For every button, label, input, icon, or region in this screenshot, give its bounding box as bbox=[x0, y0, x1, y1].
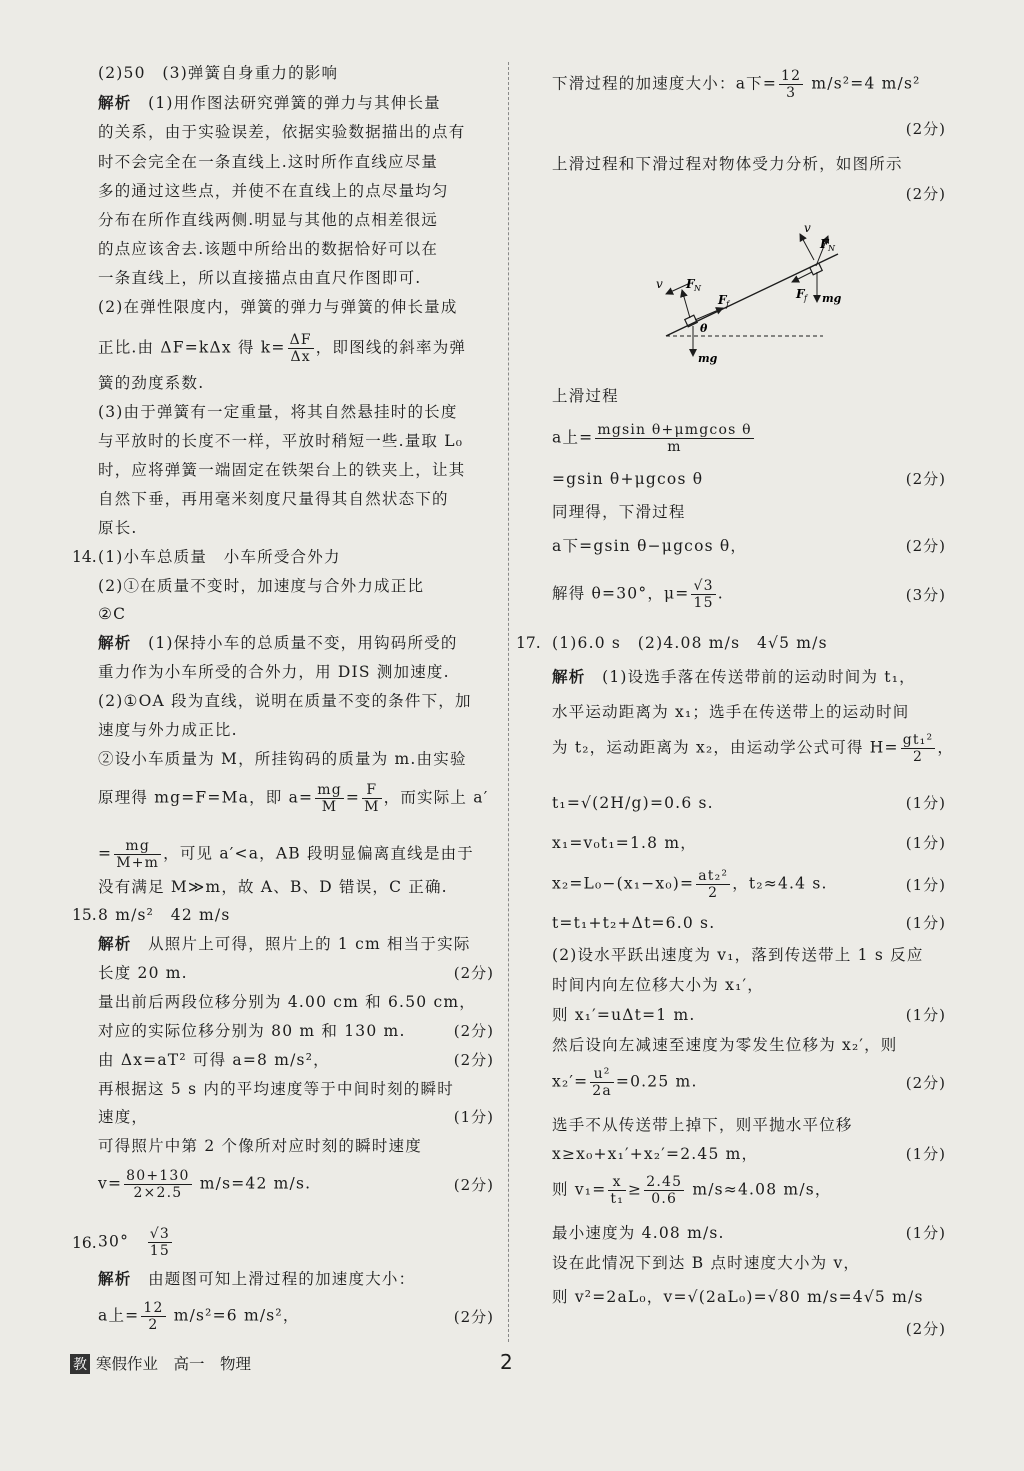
text-span: ，而实际上 a′ bbox=[383, 788, 489, 807]
label-theta: θ bbox=[700, 322, 708, 335]
text-line: 重力作为小车所受的合外力，用 DIS 测加速度. bbox=[98, 663, 450, 681]
text-span: ， bbox=[937, 738, 955, 757]
fraction bbox=[779, 68, 803, 101]
denominator: 2 bbox=[708, 885, 719, 901]
score: (2分) bbox=[453, 1051, 494, 1069]
fraction bbox=[114, 838, 161, 871]
label-ff-upper: F bbox=[796, 287, 805, 301]
label-fn-upper: F bbox=[820, 237, 829, 251]
text-line: 速度与外力成正比. bbox=[98, 721, 238, 739]
teacher-badge: 教 bbox=[70, 1354, 90, 1374]
analysis-label: 解析 bbox=[98, 633, 132, 652]
text-line: 的点应该舍去.该题中所给出的数据恰好可以在 bbox=[98, 240, 439, 258]
text-span: a上= bbox=[98, 1306, 140, 1325]
text-line: 速度， bbox=[98, 1108, 149, 1126]
label-fn-upper-sub: N bbox=[828, 244, 835, 253]
score: (2分) bbox=[453, 964, 494, 982]
text-span: =0.25 m. bbox=[615, 1072, 698, 1091]
denominator: 2 bbox=[148, 1317, 159, 1333]
text-line bbox=[98, 1226, 494, 1259]
text-span: 下滑过程的加速度大小：a下= bbox=[552, 74, 778, 93]
page-number: 2 bbox=[500, 1350, 513, 1374]
text-line bbox=[552, 732, 955, 765]
text-line: (2)50 (3)弹簧自身重力的影响 bbox=[98, 64, 339, 82]
text-span: m/s²=4 m/s² bbox=[805, 74, 921, 93]
text-span: 从照片上可得，照片上的 1 cm 相当于实际 bbox=[131, 935, 471, 953]
text-span: t₁= bbox=[552, 794, 582, 812]
numerator: mg bbox=[317, 782, 342, 798]
text-line: a下=gsin θ−μgcos θ， bbox=[552, 537, 748, 555]
label-ff-lower-sub: f bbox=[726, 300, 729, 309]
text-span: 则 v₁= bbox=[552, 1180, 607, 1199]
denominator: 2a bbox=[592, 1083, 612, 1099]
text-span: 由题图可知上滑过程的加速度大小： bbox=[131, 1270, 416, 1288]
text-line bbox=[98, 332, 494, 365]
fraction bbox=[644, 1174, 684, 1207]
question-number: 15. bbox=[72, 906, 97, 924]
text-line bbox=[552, 666, 946, 688]
label-fn-lower: F bbox=[686, 277, 695, 291]
score: (1分) bbox=[905, 834, 946, 852]
fraction bbox=[148, 1226, 172, 1259]
text-line bbox=[98, 1300, 494, 1333]
numerator: at₂² bbox=[698, 868, 729, 884]
analysis-label: 解析 bbox=[552, 667, 586, 686]
fraction bbox=[141, 1300, 165, 1333]
score: (1分) bbox=[905, 794, 946, 812]
text-span: = bbox=[98, 844, 113, 863]
text-line: 水平运动距离为 x₁；选手在传送带上的运动时间 bbox=[552, 703, 910, 721]
text-line: 则 v²=2aL₀，v=√(2aL₀)=√80 m/s=4√5 m/s bbox=[552, 1288, 924, 1306]
denominator: 15 bbox=[693, 595, 714, 611]
label-fn-lower-sub: N bbox=[694, 284, 701, 293]
text-span: ，即图线的斜率为弹 bbox=[315, 338, 467, 357]
analysis-label: 解析 bbox=[98, 934, 132, 953]
text-span: 为 t₂，运动距离为 x₂，由运动学公式可得 H= bbox=[552, 738, 899, 757]
text-span: (1)保持小车的总质量不变，用钩码所受的 bbox=[131, 634, 458, 652]
numerator: 12 bbox=[143, 1300, 164, 1316]
text-line bbox=[552, 792, 946, 814]
block-lower bbox=[685, 315, 697, 327]
label-v-upper: v bbox=[804, 222, 811, 235]
text-span: ，可见 a′<a，AB 段明显偏离直线是由于 bbox=[163, 844, 474, 863]
column-divider bbox=[508, 62, 509, 1342]
text-line: 对应的实际位移分别为 80 m 和 130 m. bbox=[98, 1022, 406, 1040]
score: (2分) bbox=[453, 1176, 494, 1194]
text-line: (2)设水平跃出速度为 v₁，落到传送带上 1 s 反应 bbox=[552, 946, 924, 964]
text-span: v= bbox=[98, 1174, 123, 1193]
text-line: 然后设向左减速至速度为零发生位移为 x₂′，则 bbox=[552, 1036, 898, 1054]
text-line bbox=[98, 933, 494, 955]
text-line: 同理得，下滑过程 bbox=[552, 503, 686, 521]
text-line: 上滑过程 bbox=[552, 387, 619, 405]
text-line bbox=[98, 1168, 494, 1201]
numerator: 12 bbox=[781, 68, 802, 84]
text-span: m/s=42 m/s. bbox=[193, 1174, 312, 1193]
analysis-label: 解析 bbox=[98, 1269, 132, 1288]
numerator: F bbox=[362, 782, 382, 799]
text-line bbox=[552, 868, 946, 901]
text-line: (1)小车总质量 小车所受合外力 bbox=[98, 548, 341, 566]
score: (2分) bbox=[453, 1022, 494, 1040]
denominator: 0.6 bbox=[651, 1191, 678, 1207]
text-span: x₂=L₀−(x₁−x₀)= bbox=[552, 874, 695, 893]
numerator: 80+130 bbox=[126, 1168, 190, 1184]
numerator: mg bbox=[114, 838, 161, 855]
text-line: 选手不从传送带上掉下，则平抛水平位移 bbox=[552, 1116, 853, 1134]
score: (2分) bbox=[453, 1308, 494, 1326]
text-line bbox=[552, 1174, 946, 1207]
text-line bbox=[98, 782, 494, 815]
text-line bbox=[552, 68, 946, 101]
text-line: 长度 20 m. bbox=[98, 964, 188, 982]
label-ff-lower: F bbox=[718, 293, 727, 307]
text-span: 正比.由 ΔF=kΔx 得 k= bbox=[98, 338, 286, 357]
text-span: 30° bbox=[98, 1232, 146, 1251]
label-ff-upper-sub: f bbox=[804, 294, 807, 303]
text-line: ②C bbox=[98, 605, 127, 623]
numerator: gt₁² bbox=[902, 732, 934, 748]
text-line: 原长. bbox=[98, 519, 138, 537]
text-span: . bbox=[717, 584, 724, 603]
denominator: 2 bbox=[912, 749, 924, 765]
fraction bbox=[901, 732, 936, 765]
text-line: x₁=v₀t₁=1.8 m， bbox=[552, 834, 697, 852]
text-line: ②设小车质量为 M，所挂钩码的质量为 m.由实验 bbox=[98, 750, 467, 768]
text-line: 时间内向左位移大小为 x₁′， bbox=[552, 976, 764, 994]
normal-force-arrow-lower bbox=[682, 290, 690, 318]
numerator: mgsin θ+μmgcos θ bbox=[597, 422, 752, 438]
text-line bbox=[552, 1066, 946, 1099]
text-line: 可得照片中第 2 个像所对应时刻的瞬时速度 bbox=[98, 1137, 422, 1155]
friction-arrow-upper bbox=[792, 272, 812, 282]
text-line: (2)①在质量不变时，加速度与合外力成正比 bbox=[98, 577, 425, 595]
friction-arrow-lower bbox=[695, 308, 723, 320]
score: (2分) bbox=[905, 470, 946, 488]
text-line: =gsin θ+μgcos θ bbox=[552, 470, 704, 488]
text-line: 自然下垂，再用毫米刻度尺量得其自然状态下的 bbox=[98, 490, 449, 508]
text-span: 解得 θ=30°，μ= bbox=[552, 584, 690, 603]
denominator: 3 bbox=[786, 85, 797, 101]
fraction bbox=[362, 782, 382, 815]
score: (3分) bbox=[905, 586, 946, 604]
text-line: 时不会完全在一条直线上.这时所作直线应尽量 bbox=[98, 153, 439, 171]
score: (1分) bbox=[905, 1006, 946, 1024]
label-mg-upper: mg bbox=[822, 292, 842, 305]
text-line: x≥x₀+x₁′+x₂′=2.45 m， bbox=[552, 1145, 759, 1163]
question-number: 14. bbox=[72, 548, 97, 566]
text-line: 时，应将弹簧一端固定在铁架台上的铁夹上，让其 bbox=[98, 461, 466, 479]
numerator: 2.45 bbox=[646, 1174, 683, 1190]
fraction bbox=[696, 868, 730, 901]
force-diagram bbox=[648, 222, 854, 372]
text-line: 分布在所作直线两侧.明显与其他的点相差很远 bbox=[98, 211, 439, 229]
text-line: (3)由于弹簧有一定重量，将其自然悬挂时的长度 bbox=[98, 403, 458, 421]
text-span: ，t₂≈4.4 s. bbox=[732, 874, 828, 893]
numerator: ΔF bbox=[289, 332, 312, 348]
denominator: t₁ bbox=[610, 1191, 625, 1207]
text-span: 原理得 mg=F=Ma，即 a= bbox=[98, 788, 314, 807]
text-line: 簧的劲度系数. bbox=[98, 374, 205, 392]
score: (2分) bbox=[905, 1074, 946, 1092]
denominator: 15 bbox=[149, 1243, 170, 1259]
fraction bbox=[288, 332, 314, 365]
numerator: x bbox=[608, 1174, 626, 1191]
fraction bbox=[595, 422, 753, 455]
analysis-label: 解析 bbox=[98, 93, 132, 112]
text-line bbox=[552, 422, 946, 455]
denominator: m bbox=[667, 439, 682, 455]
numerator: u² bbox=[590, 1066, 614, 1083]
text-line: t=t₁+t₂+Δt=6.0 s. bbox=[552, 914, 716, 932]
text-span: = bbox=[345, 788, 361, 807]
text-span: =0.6 s. bbox=[649, 794, 714, 812]
text-span: a上= bbox=[552, 428, 594, 447]
text-line: 则 x₁′=uΔt=1 m. bbox=[552, 1006, 696, 1024]
text-span: m/s≈4.08 m/s， bbox=[686, 1180, 832, 1199]
text-span: (1)设选手落在传送带前的运动时间为 t₁， bbox=[585, 668, 916, 686]
question-number: 17. bbox=[516, 634, 541, 652]
text-line: 的关系，由于实验误差，依据实验数据描出的点有 bbox=[98, 123, 466, 141]
score: (2分) bbox=[905, 185, 946, 203]
score: (1分) bbox=[905, 1224, 946, 1242]
text-line: 8 m/s² 42 m/s bbox=[98, 906, 231, 924]
label-v-lower: v bbox=[656, 277, 663, 291]
score: (2分) bbox=[905, 1320, 946, 1338]
text-line: 设在此情况下到达 B 点时速度大小为 v， bbox=[552, 1254, 861, 1272]
question-number: 16. bbox=[72, 1234, 97, 1252]
text-line: 最小速度为 4.08 m/s. bbox=[552, 1224, 725, 1242]
score: (2分) bbox=[905, 120, 946, 138]
numerator: √3 bbox=[693, 578, 714, 594]
denominator: 2×2.5 bbox=[133, 1185, 183, 1201]
score: (1分) bbox=[905, 914, 946, 932]
text-span: ≥ bbox=[628, 1180, 643, 1199]
text-line: (1)6.0 s (2)4.08 m/s 4√5 m/s bbox=[552, 634, 828, 652]
footer-text: 寒假作业 高一 物理 bbox=[96, 1355, 252, 1373]
fraction bbox=[124, 1168, 191, 1201]
denominator: M bbox=[321, 799, 338, 815]
text-line bbox=[552, 578, 946, 611]
text-line: 与平放时的长度不一样，平放时稍短一些.量取 L₀ bbox=[98, 432, 464, 450]
text-line bbox=[98, 1268, 494, 1290]
text-line: 一条直线上，所以直接描点由直尺作图即可. bbox=[98, 269, 422, 287]
text-line: (2)①OA 段为直线，说明在质量不变的条件下，加 bbox=[98, 692, 472, 710]
page-footer bbox=[70, 1352, 251, 1374]
text-line: 没有满足 M≫m，故 A、B、D 错误，C 正确. bbox=[98, 878, 448, 896]
numerator: √3 bbox=[149, 1226, 171, 1242]
text-line bbox=[98, 838, 494, 871]
denominator: Δx bbox=[290, 349, 311, 365]
score: (1分) bbox=[453, 1108, 494, 1126]
text-span: x₂′= bbox=[552, 1072, 589, 1091]
score: (1分) bbox=[905, 1145, 946, 1163]
fraction bbox=[590, 1066, 614, 1099]
text-span: √(2H/g) bbox=[581, 794, 650, 812]
text-line: (2)在弹性限度内，弹簧的弹力与弹簧的伸长量成 bbox=[98, 298, 458, 316]
score: (1分) bbox=[905, 876, 946, 894]
fraction bbox=[608, 1174, 626, 1207]
text-line bbox=[98, 632, 494, 654]
text-line: 由 Δx=aT² 可得 a=8 m/s²， bbox=[98, 1051, 330, 1069]
text-line: 多的通过这些点，并使不在直线上的点尽量均匀 bbox=[98, 182, 449, 200]
text-span: (1)用作图法研究弹簧的弹力与其伸长量 bbox=[131, 94, 441, 112]
denominator: M+m bbox=[116, 855, 160, 871]
fraction bbox=[691, 578, 715, 611]
denominator: M bbox=[364, 799, 380, 815]
fraction bbox=[315, 782, 344, 815]
velocity-arrow-lower bbox=[666, 284, 688, 294]
text-line: 上滑过程和下滑过程对物体受力分析，如图所示 bbox=[552, 155, 903, 173]
text-line: 再根据这 5 s 内的平均速度等于中间时刻的瞬时 bbox=[98, 1080, 454, 1098]
label-mg-lower: mg bbox=[698, 352, 718, 365]
text-line bbox=[98, 92, 494, 114]
velocity-arrow-upper bbox=[800, 234, 814, 260]
text-line: 量出前后两段位移分别为 4.00 cm 和 6.50 cm， bbox=[98, 993, 476, 1011]
score: (2分) bbox=[905, 537, 946, 555]
text-span: m/s²=6 m/s²， bbox=[167, 1306, 300, 1325]
